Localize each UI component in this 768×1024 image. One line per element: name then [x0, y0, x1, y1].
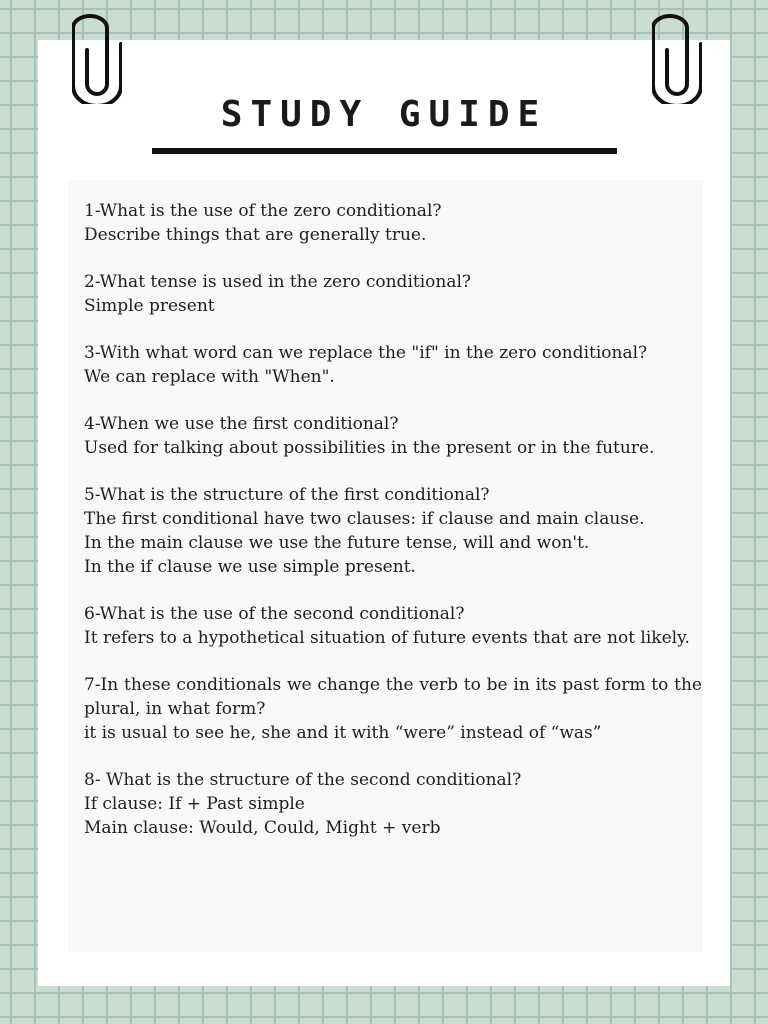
answer-text: Simple present — [84, 296, 215, 316]
page-title: STUDY GUIDE — [220, 94, 548, 135]
title-underline — [152, 148, 617, 154]
answer-text: In the if clause we use simple present. — [84, 557, 416, 577]
paperclip-icon — [72, 14, 122, 104]
answer-text: If clause: If + Past simple — [84, 794, 305, 814]
paperclip-icon — [652, 14, 702, 104]
question-text: 6-What is the use of the second conditional? — [84, 604, 465, 624]
question-item-7 — [84, 673, 702, 745]
question-item-1 — [84, 199, 702, 247]
answer-text: it is usual to see he, she and it with “were” instead of “was” — [84, 723, 602, 743]
question-text: 4-When we use the first conditional? — [84, 414, 399, 434]
question-text: 2-What tense is used in the zero conditional? — [84, 272, 472, 292]
question-text: 7-In these conditionals we change the verb to be in its past form to the plural, in what form? — [84, 675, 702, 719]
question-item-5 — [84, 483, 702, 579]
question-item-8 — [84, 768, 702, 840]
answer-text: In the main clause we use the future tense, will and won't. — [84, 533, 590, 553]
question-text: 5-What is the structure of the first conditional? — [84, 485, 490, 505]
question-item-3 — [84, 341, 702, 389]
question-item-6 — [84, 602, 702, 650]
question-text: 8- What is the structure of the second conditional? — [84, 770, 522, 790]
answer-text: We can replace with "When". — [84, 367, 335, 387]
question-item-2 — [84, 270, 702, 318]
answer-text: It refers to a hypothetical situation of future events that are not likely. — [84, 628, 690, 648]
question-list — [84, 199, 702, 863]
answer-text: Used for talking about possibilities in the present or in the future. — [84, 438, 655, 458]
answer-text: The first conditional have two clauses: if clause and main clause. — [84, 509, 645, 529]
question-text: 3-With what word can we replace the "if" in the zero conditional? — [84, 343, 648, 363]
question-item-4 — [84, 412, 702, 460]
answer-text: Describe things that are generally true. — [84, 225, 427, 245]
question-text: 1-What is the use of the zero conditional? — [84, 201, 442, 221]
answer-text: Main clause: Would, Could, Might + verb — [84, 818, 441, 838]
